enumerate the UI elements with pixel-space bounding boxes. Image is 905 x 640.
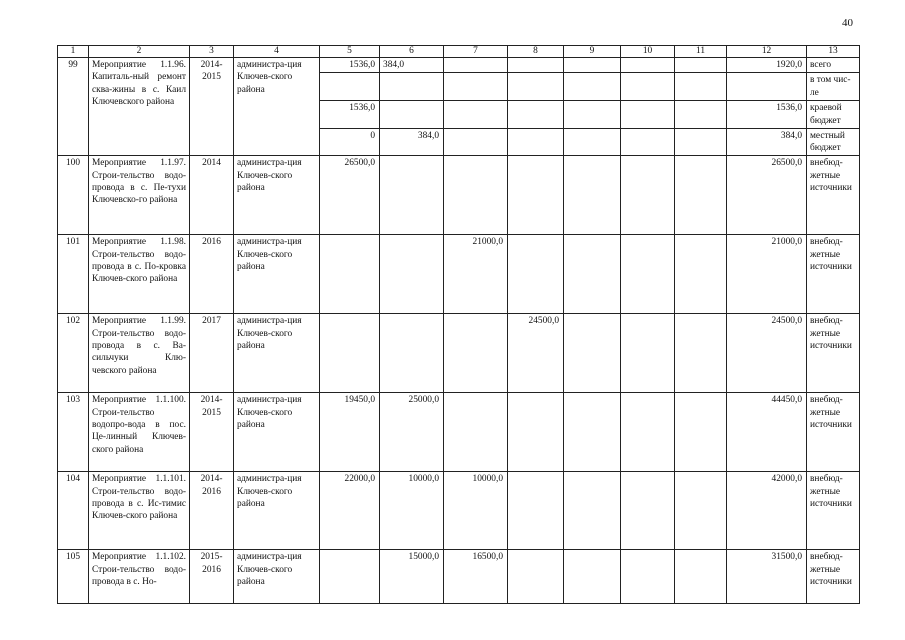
- measure-name: Мероприятие 1.1.99. Строи-тельство водо-провода в с. Ва-сильчуки Клю-чевского района: [89, 314, 190, 393]
- cell-c12: 1920,0: [727, 58, 807, 73]
- cell-c12: 26500,0: [727, 156, 807, 235]
- cell-c7: [444, 156, 508, 235]
- table-row: [58, 550, 860, 604]
- row-number: 99: [58, 58, 89, 156]
- cell-c12: 44450,0: [727, 393, 807, 472]
- cell-c5: [320, 314, 380, 393]
- years: 2016: [190, 235, 234, 314]
- table-row: [58, 156, 860, 235]
- table-row: [58, 472, 860, 550]
- cell-c8: [508, 472, 564, 550]
- col-header: 3: [190, 46, 234, 58]
- col-header: 7: [444, 46, 508, 58]
- cell-c5: 26500,0: [320, 156, 380, 235]
- funding-source: внебюд-жетные источники: [807, 314, 860, 393]
- cell-c12: 21000,0: [727, 235, 807, 314]
- row-number: 103: [58, 393, 89, 472]
- col-header: 5: [320, 46, 380, 58]
- cell-c6: [380, 101, 444, 129]
- col-header: 9: [564, 46, 621, 58]
- funding-source: внебюд-жетные источники: [807, 472, 860, 550]
- measure-name: Мероприятие 1.1.98. Строи-тельство водо-провода в с. По-кровка Ключев-ского района: [89, 235, 190, 314]
- cell-c12: 24500,0: [727, 314, 807, 393]
- col-header: 12: [727, 46, 807, 58]
- row-number: 104: [58, 472, 89, 550]
- table-row: [58, 314, 860, 393]
- cell-c7: 16500,0: [444, 550, 508, 604]
- measure-name: Мероприятие 1.1.102. Строи-тельство водо-провода в с. Но-: [89, 550, 190, 604]
- cell-c6: 384,0: [380, 58, 444, 73]
- cell-c8: 24500,0: [508, 314, 564, 393]
- cell-c7: 10000,0: [444, 472, 508, 550]
- funding-source: краевой бюджет: [807, 101, 860, 129]
- cell-c6: 15000,0: [380, 550, 444, 604]
- executor: администра-ция Ключев-ского района: [234, 472, 320, 550]
- years: 2015-2016: [190, 550, 234, 604]
- column-number-row: [58, 46, 860, 58]
- cell-c6: 384,0: [380, 128, 444, 156]
- cell-c5: [320, 550, 380, 604]
- col-header: 13: [807, 46, 860, 58]
- cell-c8: [508, 393, 564, 472]
- cell-c12: [727, 73, 807, 101]
- executor: администра-ция Ключев-ского района: [234, 58, 320, 156]
- measure-name: Мероприятие 1.1.96. Капиталь-ный ремонт сква-жины в с. Каил Ключевского района: [89, 58, 190, 156]
- row-number: 105: [58, 550, 89, 604]
- cell-c6: [380, 235, 444, 314]
- cell-c6: 25000,0: [380, 393, 444, 472]
- page-number: 40: [842, 17, 853, 29]
- table-row: [58, 58, 860, 73]
- measure-name: Мероприятие 1.1.101. Строи-тельство водо-провода в с. Ис-тимис Ключев-ского района: [89, 472, 190, 550]
- executor: администра-ция Ключев-ского района: [234, 550, 320, 604]
- cell-c7: [444, 393, 508, 472]
- years: 2014-2016: [190, 472, 234, 550]
- executor: администра-ция Ключев-ского района: [234, 156, 320, 235]
- table-row: [58, 393, 860, 472]
- cell-c5: 1536,0: [320, 58, 380, 73]
- program-measures-table: [57, 45, 860, 604]
- cell-c6: [380, 73, 444, 101]
- funding-source: внебюд-жетные источники: [807, 393, 860, 472]
- cell-c12: 31500,0: [727, 550, 807, 604]
- measure-name: Мероприятие 1.1.97. Строи-тельство водо-провода в с. Пе-тухи Ключевско-го района: [89, 156, 190, 235]
- cell-c5: 19450,0: [320, 393, 380, 472]
- table-row: [58, 235, 860, 314]
- cell-c8: [508, 235, 564, 314]
- cell-c5: 22000,0: [320, 472, 380, 550]
- cell-c12: 1536,0: [727, 101, 807, 129]
- col-header: 10: [621, 46, 675, 58]
- funding-source: в том чис-ле: [807, 73, 860, 101]
- row-number: 102: [58, 314, 89, 393]
- measure-name: Мероприятие 1.1.100. Строи-тельство водопро-вода в пос. Це-линный Ключев-ского района: [89, 393, 190, 472]
- col-header: 11: [675, 46, 727, 58]
- cell-c8: [508, 550, 564, 604]
- funding-source: местный бюджет: [807, 128, 860, 156]
- years: 2014-2015: [190, 393, 234, 472]
- executor: администра-ция Ключев-ского района: [234, 314, 320, 393]
- cell-c5: [320, 73, 380, 101]
- col-header: 6: [380, 46, 444, 58]
- cell-c12: 42000,0: [727, 472, 807, 550]
- executor: администра-ция Ключев-ского района: [234, 235, 320, 314]
- row-number: 100: [58, 156, 89, 235]
- cell-c7: 21000,0: [444, 235, 508, 314]
- cell-c5: 0: [320, 128, 380, 156]
- row-number: 101: [58, 235, 89, 314]
- col-header: 1: [58, 46, 89, 58]
- executor: администра-ция Ключев-ского района: [234, 393, 320, 472]
- years: 2014-2015: [190, 58, 234, 156]
- cell-c6: [380, 156, 444, 235]
- cell-c12: 384,0: [727, 128, 807, 156]
- col-header: 8: [508, 46, 564, 58]
- col-header: 2: [89, 46, 190, 58]
- cell-c5: [320, 235, 380, 314]
- cell-c7: [444, 314, 508, 393]
- funding-source: внебюд-жетные источники: [807, 156, 860, 235]
- funding-source: всего: [807, 58, 860, 73]
- cell-c6: [380, 314, 444, 393]
- cell-c8: [508, 156, 564, 235]
- cell-c6: 10000,0: [380, 472, 444, 550]
- cell-c5: 1536,0: [320, 101, 380, 129]
- years: 2014: [190, 156, 234, 235]
- funding-source: внебюд-жетные источники: [807, 550, 860, 604]
- funding-source: внебюд-жетные источники: [807, 235, 860, 314]
- col-header: 4: [234, 46, 320, 58]
- years: 2017: [190, 314, 234, 393]
